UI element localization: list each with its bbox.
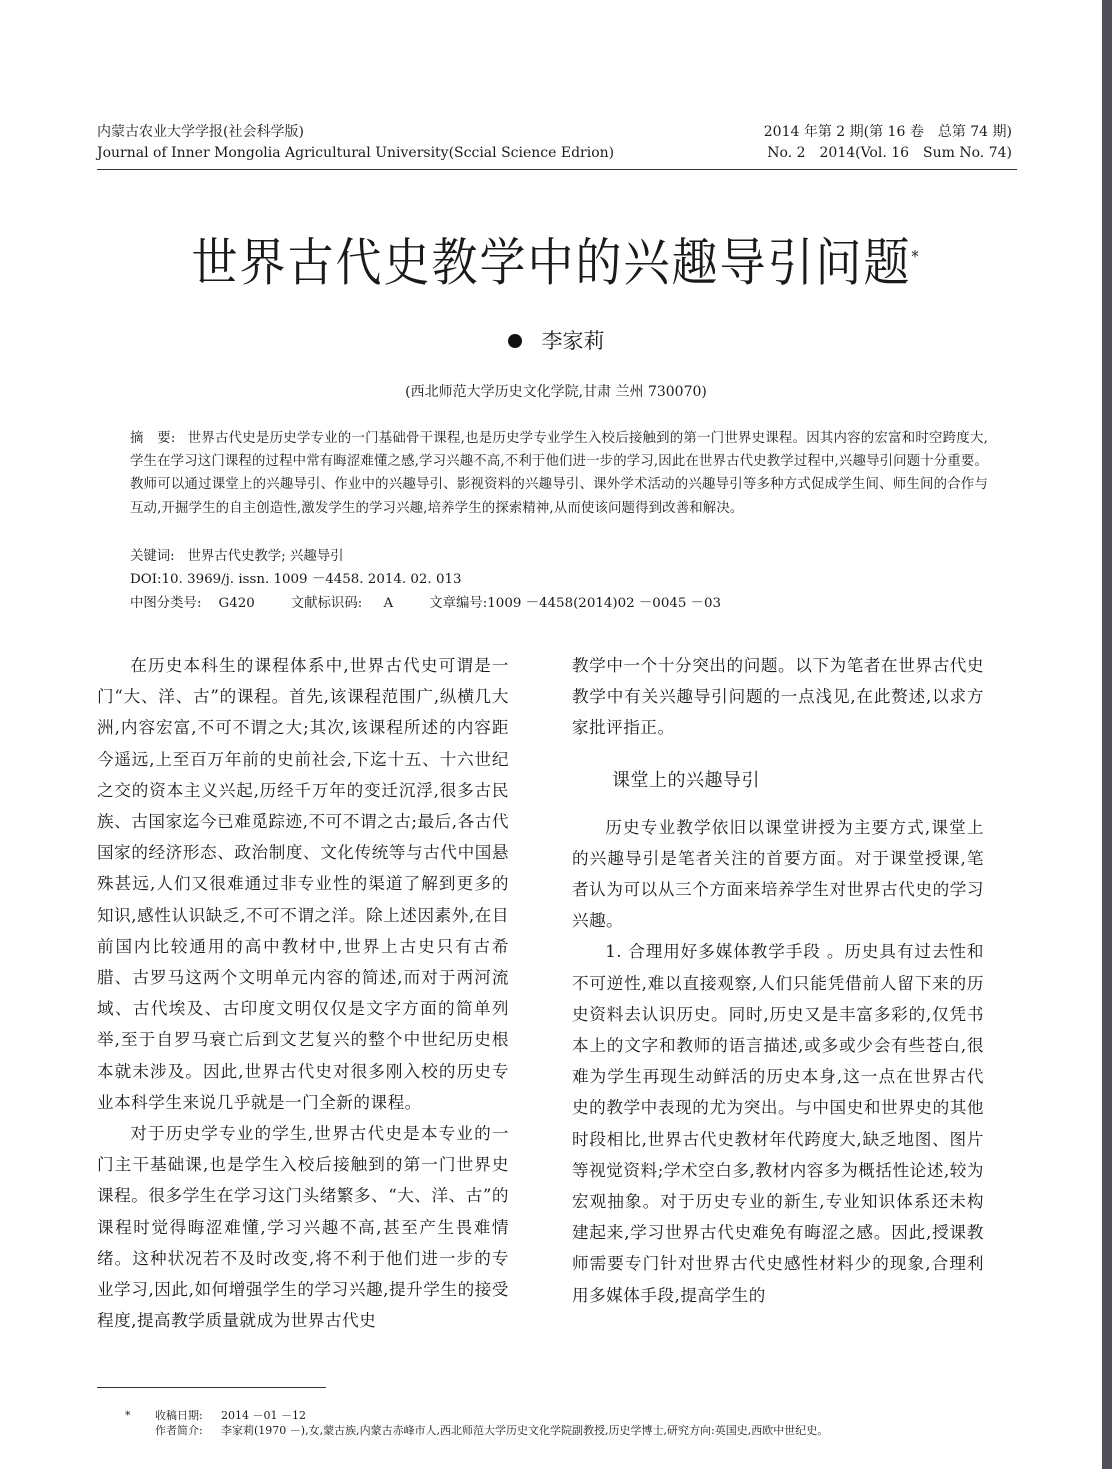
- header-rule: [97, 169, 1017, 170]
- keywords-line: [130, 546, 344, 568]
- clc-value: G420: [218, 596, 255, 611]
- abstract: [130, 427, 988, 520]
- section-heading: 课堂上的兴趣导引: [612, 769, 760, 791]
- body-paragraph: 对于历史学专业的学生,世界古代史是本专业的一门主干基础课,也是学生入校后接触到的第一门世界史课程。很多学生在学习这门头绪繁多、“大、洋、古”的课程时觉得晦涩难懂,学习兴趣不高,甚至产生畏难情绪。这种状况若不及时改变,将不利于他们进一步的专业学习,因此,如何增强学生的学习兴趣,提升学生的接受程度,提高教学质量就成为世界古代史: [97, 1124, 509, 1331]
- clc-label: 中图分类号:: [130, 596, 202, 611]
- abstract-label: 摘 要:: [130, 431, 176, 446]
- journal-header-left: [97, 122, 614, 164]
- received-label: 收稿日期:: [155, 1409, 203, 1422]
- issue-cn: 2014 年第 2 期(第 16 卷 总第 74 期): [763, 124, 1012, 140]
- author-bio-line: [97, 1423, 1017, 1438]
- abstract-text: 世界古代史是历史学专业的一门基础骨干课程,也是历史学专业学生入校后接触到的第一门世界史课程。因其内容的宏富和时空跨度大,学生在学习这门课程的过程中常有晦涩难懂之感,学习兴趣不高,不利于他们进一步的学习,因此在世界古代史教学过程中,兴趣导引问题十分重要。教师可以通过课堂上的兴趣导引、作业中的兴趣导引、影视资料的兴趣导引、课外学术活动的兴趣导引等多种方式促成学生间、师生间的合作与互动,开掘学生的自主创造性,激发学生的学习兴趣,培养学生的探索精神,从而使该问题得到改善和解决。: [130, 431, 988, 516]
- author-bio: 李家莉(1970 －),女,蒙古族,内蒙古赤峰市人,西北师范大学历史文化学院副教授,历史学博士,研究方向:英国史,西欧中世纪史。: [221, 1424, 829, 1437]
- doi-line: DOI:10. 3969/j. issn. 1009 －4458. 2014. 02. 013: [130, 572, 462, 587]
- body-column-left: [97, 650, 509, 1336]
- journal-name-en: Journal of Inner Mongolia Agricultural University(Sccial Science Edrion): [97, 145, 615, 161]
- journal-name-cn: 内蒙古农业大学学报(社会科学版): [97, 124, 304, 140]
- keywords-label: 关键词:: [130, 549, 175, 564]
- footnote: [97, 1408, 1017, 1438]
- body-column-right: [572, 650, 984, 1311]
- title-footnote-mark: *: [911, 248, 921, 267]
- author-name: 李家莉: [541, 329, 605, 353]
- bullet-dot-icon: [508, 334, 522, 348]
- keywords-text: 世界古代史教学; 兴趣导引: [187, 549, 344, 564]
- affiliation: (西北师范大学历史文化学院,甘肃 兰州 730070): [405, 384, 707, 400]
- author-line: [0, 326, 1112, 356]
- journal-header-right: [764, 122, 1012, 164]
- received-line: [97, 1408, 1017, 1423]
- doc-code-label: 文献标识码:: [290, 596, 363, 611]
- article-title: 世界古代史教学中的兴趣导引问题: [191, 232, 912, 293]
- article-title-block: [0, 213, 1112, 307]
- body-paragraph: 在历史本科生的课程体系中,世界古代史可谓是一门“大、洋、古”的课程。首先,该课程范围广,纵横几大洲,内容宏富,不可不谓之大;其次,该课程所述的内容距今遥远,上至百万年前的史前社会,下迄十五、十六世纪之交的资本主义兴起,历经千万年的变迁沉浮,很多古民族、古国家迄今已难觅踪迹,不可不谓之古;最后,各古代国家的经济形态、政治制度、文化传统等与古代中国悬殊甚远,人们又很难通过非专业性的渠道了解到更多的知识,感性认识缺乏,不可不谓之洋。除上述因素外,在目前国内比较通用的高中教材中,世界上古史只有古希腊、古罗马这两个文明单元内容的简述,而对于两河流域、古代埃及、古印度文明仅仅是文字方面的简单列举,至于自罗马衰亡后到文艺复兴的整个中世纪历史根本就未涉及。因此,世界古代史对很多刚入校的历史专业本科学生来说几乎就是一门全新的课程。: [97, 656, 509, 1112]
- footnote-rule: [97, 1387, 326, 1388]
- body-paragraph: 1. 合理用好多媒体教学手段 。历史具有过去性和不可逆性,难以直接观察,人们只能凭借前人留下来的历史资料去认识历史。同时,历史又是丰富多彩的,仅凭书本上的文字和教师的语言描述,或多或少会有些苍白,很难为学生再现生动鲜活的历史本身,这一点在世界古代史的教学中表现的尤为突出。与中国史和世界史的其他时段相比,世界古代史教材年代跨度大,缺乏地图、图片等视觉资料;学术空白多,教材内容多为概括性论述,较为宏观抽象。对于历史专业的新生,专业知识体系还未构建起来,学习世界古代史难免有晦涩之感。因此,授课教师需要专门针对世界古代史感性材料少的现象,合理利用多媒体手段,提高学生的: [572, 942, 984, 1305]
- doc-code-value: A: [383, 596, 394, 611]
- received-date: 2014 －01 －12: [221, 1409, 306, 1422]
- article-no-label: 文章编号:: [429, 596, 488, 611]
- body-paragraph: 历史专业教学依旧以课堂讲授为主要方式,课堂上的兴趣导引是笔者关注的首要方面。对于课堂授课,笔者认为可以从三个方面来培养学生对世界古代史的学习兴趣。: [572, 817, 984, 931]
- classification-line: [130, 593, 721, 615]
- body-paragraph: 教学中一个十分突出的问题。以下为笔者在世界古代史教学中有关兴趣导引问题的一点浅见,在此赘述,以求方家批评指正。: [572, 656, 984, 738]
- article-no-value: 1009 －4458(2014)02 －0045 －03: [487, 596, 722, 611]
- footnote-star: *: [125, 1409, 131, 1422]
- bio-label: 作者简介:: [155, 1424, 203, 1437]
- issue-en: No. 2 2014(Vol. 16 Sum No. 74): [767, 145, 1012, 161]
